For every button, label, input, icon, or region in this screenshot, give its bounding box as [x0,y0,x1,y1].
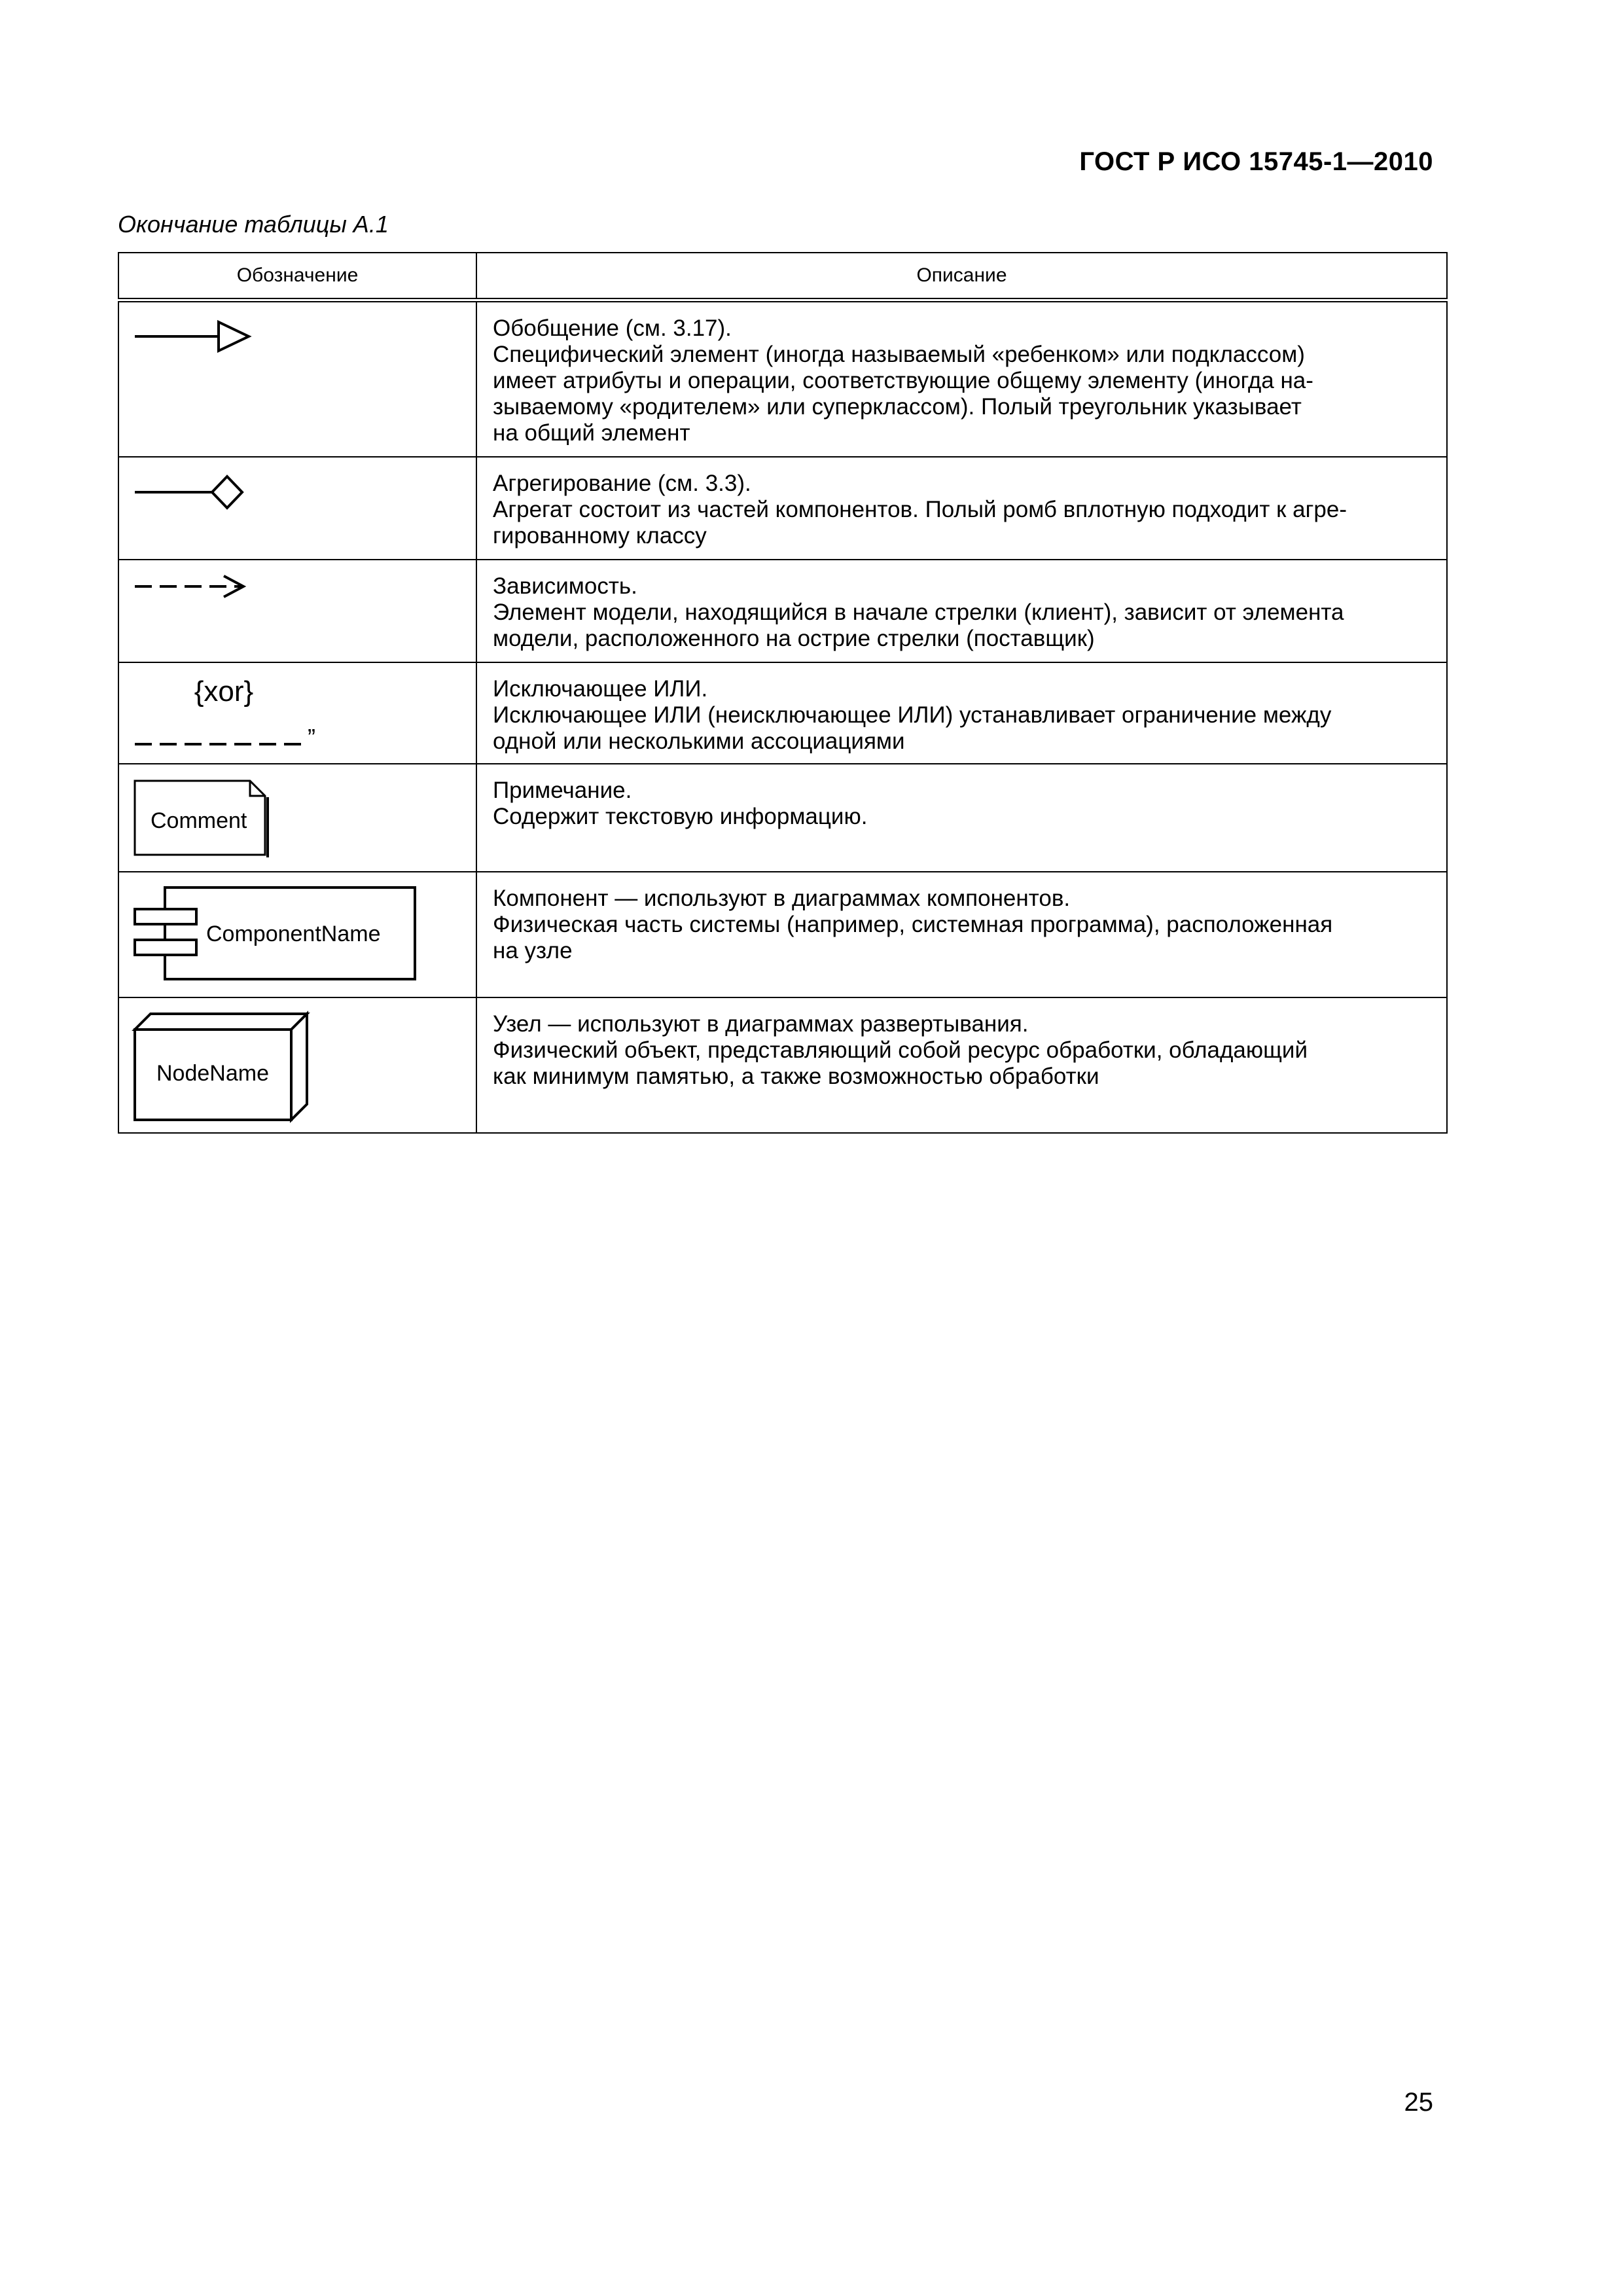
node-label: NodeName [156,1061,269,1086]
table-row [118,662,1447,764]
node-box-icon [119,998,477,1132]
component-label: ComponentName [206,922,381,946]
description-text: Элемент модели, находящийся в начале стрелки (клиент), зависит от элемента модели, расположенного на острие стрелки (поставщик) [493,600,1344,651]
aggregation-diamond-icon [119,457,477,559]
description-text: Содержит текстовую информацию. [493,804,868,829]
table-header-row [118,253,1447,300]
dependency-arrow-icon [119,560,477,662]
svg-text:”: ” [308,724,315,751]
component-icon [119,872,477,997]
description-cell [476,300,1447,457]
table-caption: Окончание таблицы А.1 [118,211,389,238]
table-row [118,872,1447,997]
description-text: Исключающее ИЛИ (неисключающее ИЛИ) устанавливает ограничение между одной или несколькими ассоциациями [493,702,1332,754]
note-comment-icon [119,764,477,871]
xor-constraint-icon [119,663,477,763]
description-cell [476,662,1447,764]
description-text: Агрегат состоит из частей компонентов. Полый ромб вплотную подходит к агре- гированному классу [493,497,1347,548]
description-title: Исключающее ИЛИ. [493,676,708,702]
description-title: Обобщение (см. 3.17). [493,315,732,341]
xor-label: {xor} [194,675,254,708]
description-cell [476,457,1447,560]
description-text: Специфический элемент (иногда называемый «ребенком» или подклассом) имеет атрибуты и операции, соответствующие общему элементу (иногда на- зываемому «родителем» или суперклассом). Полый треугольник указывает на общий элемент [493,342,1313,446]
table-row [118,764,1447,872]
description-title: Агрегирование (см. 3.3). [493,471,751,496]
description-title: Примечание. [493,778,632,803]
description-text: Физическая часть системы (например, системная программа), расположенная на узле [493,912,1333,963]
page-number: 25 [1404,2088,1433,2117]
table-row [118,457,1447,560]
table-row [118,997,1447,1133]
column-header-symbol: Обозначение [118,253,476,300]
symbol-cell [118,764,476,872]
description-title: Компонент — используют в диаграммах компонентов. [493,886,1071,911]
table-row [118,300,1447,457]
symbol-cell [118,457,476,560]
description-title: Узел — используют в диаграммах развертывания. [493,1011,1029,1037]
symbols-table [118,252,1448,1134]
table-row [118,560,1447,662]
description-cell [476,872,1447,997]
description-cell [476,560,1447,662]
symbol-cell [118,662,476,764]
symbol-cell [118,872,476,997]
generalization-arrow-icon [119,302,477,456]
symbol-cell [118,997,476,1133]
symbol-cell [118,560,476,662]
document-code: ГОСТ Р ИСО 15745-1—2010 [1079,147,1433,176]
description-title: Зависимость. [493,573,637,599]
description-cell [476,764,1447,872]
note-label: Comment [151,808,247,833]
symbol-cell [118,300,476,457]
description-cell [476,997,1447,1133]
column-header-description: Описание [476,253,1447,300]
description-text: Физический объект, представляющий собой ресурс обработки, обладающий как минимум памятью, а также возможностью обработки [493,1037,1308,1089]
